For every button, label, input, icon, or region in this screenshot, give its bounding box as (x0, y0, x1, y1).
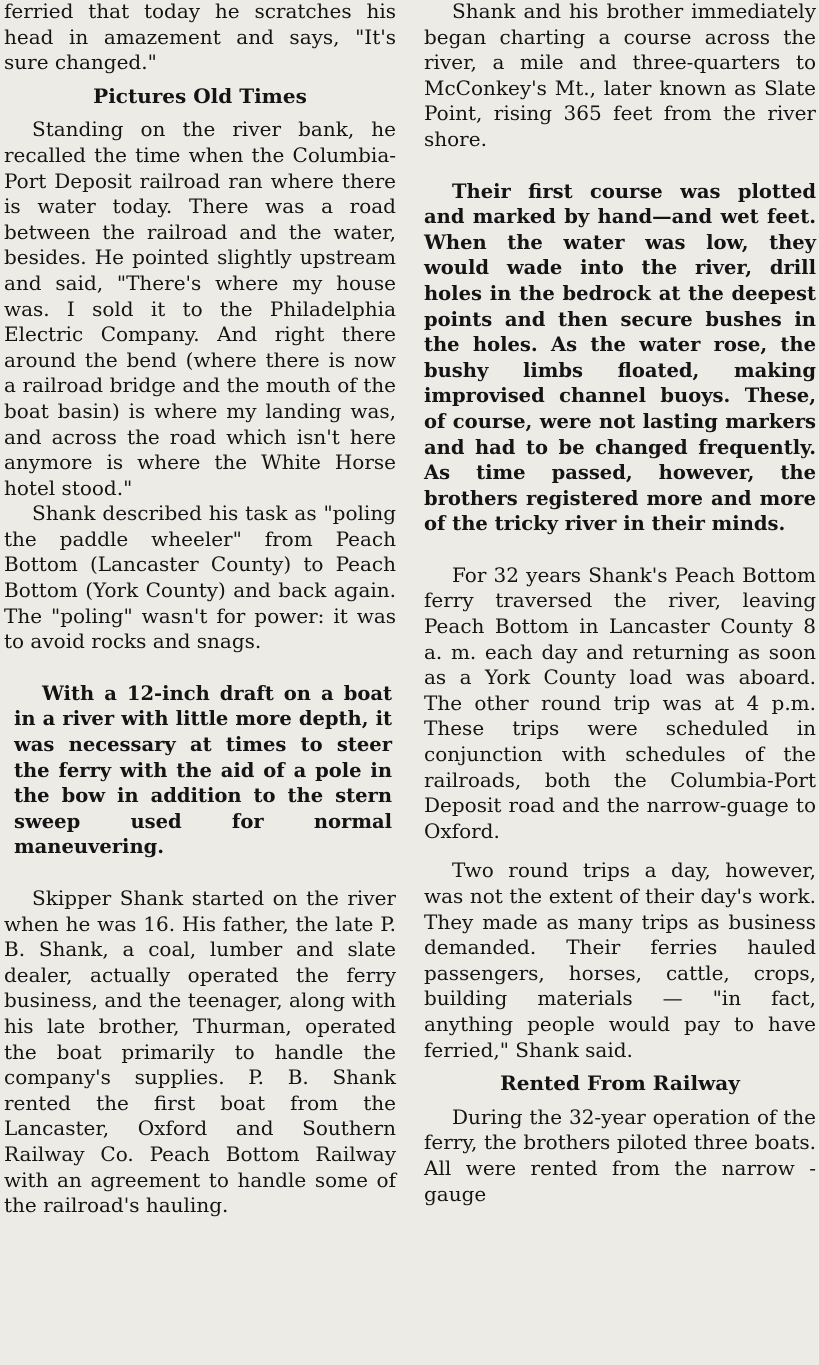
left-column (4, 0, 396, 1219)
paragraph-task: Shank described his task as "poling the paddle wheeler" from Peach Bottom (Lancaster County) to Peach Bottom (York County) and back again. The "poling" wasn't for power: it was to avoid rocks and snags. (4, 501, 396, 654)
paragraph-draft-bold: With a 12-inch draft on a boat in a river with little more depth, it was necessary at times to steer the ferry with the aid of a pole in the bow in addition to the stern sweep used for normal maneuvering. (14, 681, 392, 859)
paragraph-charting: Shank and his brother immediately began charting a course across the river, a mile and three-quarters to McConkey's Mt., later known as Slate Point, rising 365 feet from the river shore. (424, 0, 816, 151)
paragraph-operation: During the 32-year operation of the ferry, the brothers piloted three boats. All were rented from the narrow - gauge (424, 1104, 816, 1206)
right-column (424, 0, 816, 1207)
continued-paragraph: ferried that today he scratches his head in amazement and says, "It's sure changed." (4, 0, 396, 75)
subheading-pictures-old-times: Pictures Old Times (93, 83, 307, 108)
paragraph-32-years: For 32 years Shank's Peach Bottom ferry traversed the river, leaving Peach Bottom in Lancaster County 8 a. m. each day and returning as soon as a York County load was aboard. The other round trip was at 4 p.m. These trips were scheduled in conjunction with schedules of the railroads, both the Columbia-Port Deposit road and the narrow-guage to Oxford. (424, 562, 816, 843)
subheading-rented-from-railway: Rented From Railway (500, 1071, 740, 1096)
paragraph-river-bank: Standing on the river bank, he recalled the time when the Columbia-Port Deposit railroad ran where there is water today. There was a road between the railroad and the water, besides. He pointed slightly upstream and said, "There's where my house was. I sold it to the Philadelphia Electric Company. And right there around the bend (where there is now a railroad bridge and the mouth of the boat basin) is where my landing was, and across the road which isn't here anymore is where the White Horse hotel stood." (4, 117, 396, 500)
paragraph-course-bold: Their first course was plotted and marked by hand—and wet feet. When the water was low, they would wade into the river, drill holes in the bedrock at the deepest points and then secure bushes in the holes. As the water rose, the bushy limbs floated, making improvised channel buoys. These, of course, were not lasting markers and had to be changed frequently. As time passed, however, the brothers registered more and more of the tricky river in their minds. (424, 179, 816, 536)
paragraph-skipper: Skipper Shank started on the river when he was 16. His father, the late P. B. Shank, a coal, lumber and slate dealer, actually operated the ferry business, and the teenager, along with his late brother, Thurman, operated the boat primarily to handle the company's supplies. P. B. Shank rented the first boat from the Lancaster, Oxford and Southern Railway Co. Peach Bottom Railway with an agreement to handle some of the railroad's hauling. (4, 886, 396, 1218)
paragraph-two-trips: Two round trips a day, however, was not the extent of their day's work. They made as many trips as business demanded. Their ferries hauled passengers, horses, cattle, crops, building materials — "in fact, anything people would pay to have ferried," Shank said. (424, 858, 816, 1062)
